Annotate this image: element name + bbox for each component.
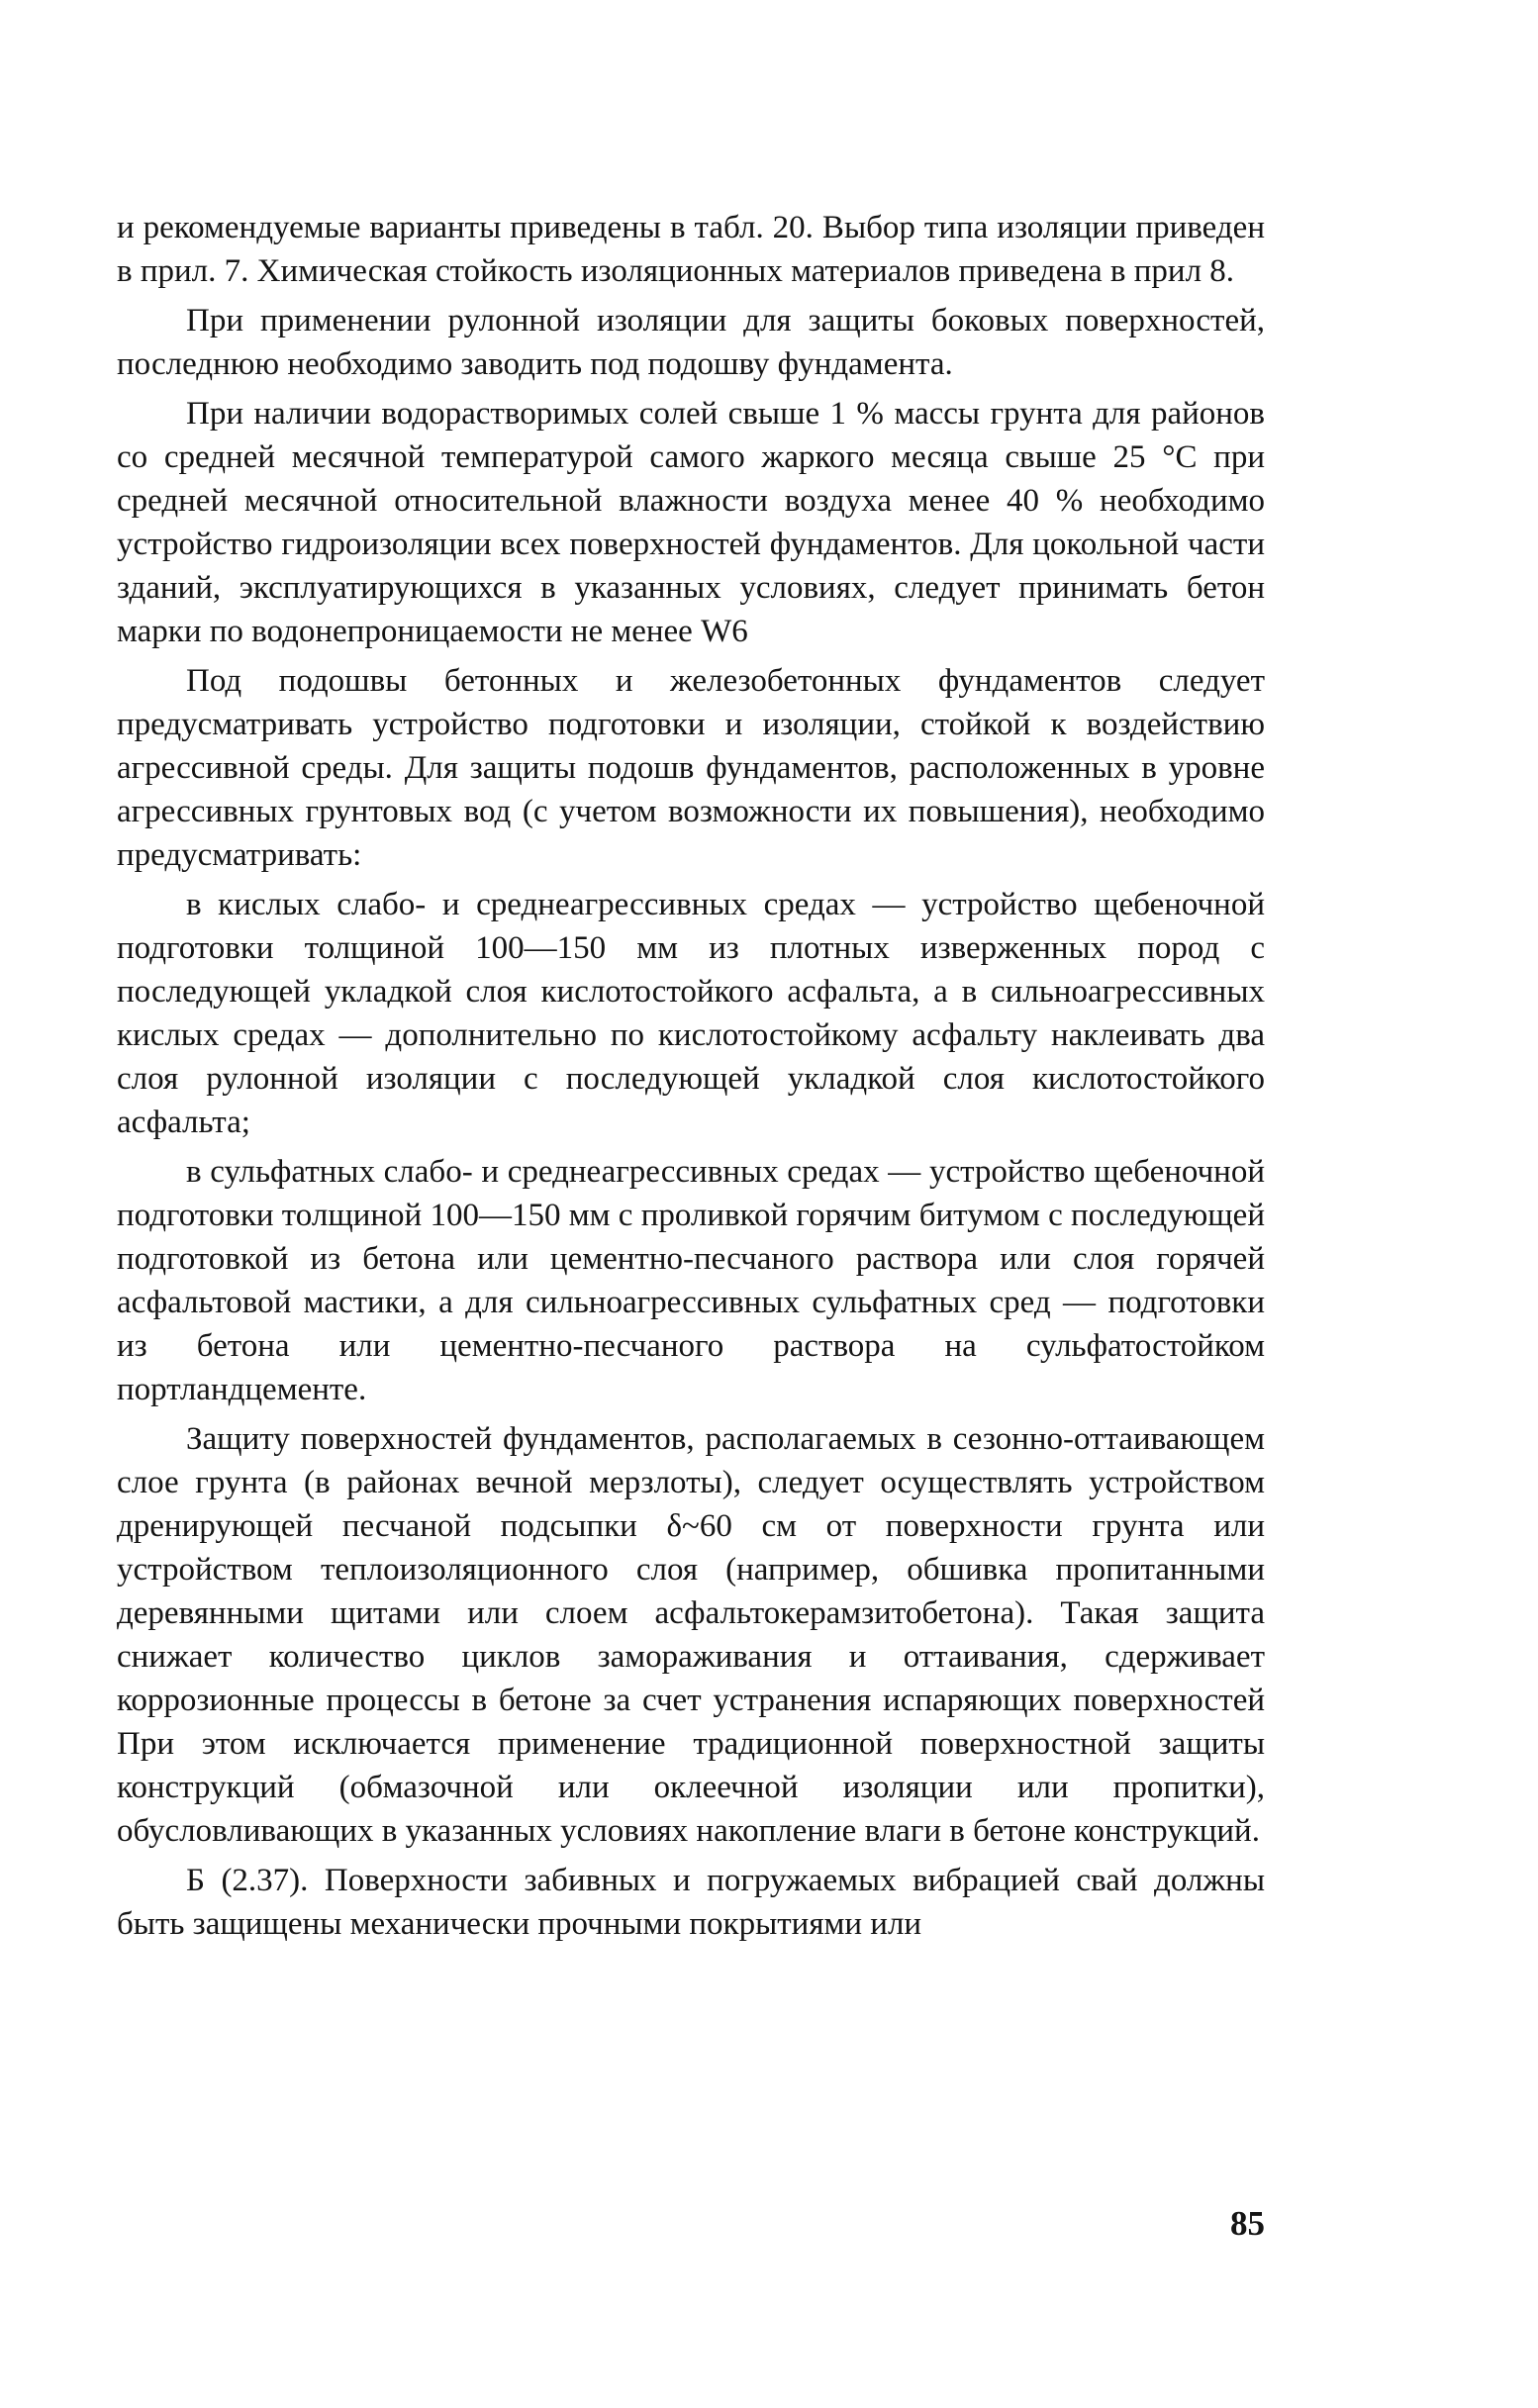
page-number: 85	[1230, 2204, 1265, 2243]
paragraph-3: При наличии водорастворимых солей свыше 1 % массы грунта для районов со средней месячной температурой самого жаркого месяца свыше 25 °С при средней месячной относительной влажности воздуха менее 40 % необходимо устройство гидроизоляции всех поверхностей фундаментов. Для цокольной части зданий, эксплуатирующихся в указанных условиях, следует принимать бетон марки по водонепроницаемости не менее W6	[117, 396, 1265, 649]
paragraph-8: Б (2.37). Поверхности забивных и погружаемых вибрацией свай должны быть защищены механически прочными покрытиями или	[117, 1863, 1265, 1942]
paragraph-6-list-item: в сульфатных слабо- и среднеагрессивных средах — устройство щебеночной подготовки толщиной 100—150 мм с проливкой горячим битумом с последующей подготовкой из бетона или цементно-песчаного раствора или слоя горячей асфальтовой мастики, а для сильноагрессивных сульфатных сред — подготовки из бетона или цементно-песчаного раствора на сульфатостойком портландцементе.	[117, 1154, 1265, 1407]
paragraph-1: и рекомендуемые варианты приведены в табл. 20. Выбор типа изоляции приведен в прил. 7. Химическая стойкость изоляционных материалов приведена в прил 8.	[117, 210, 1265, 289]
paragraph-4: Под подошвы бетонных и железобетонных фундаментов следует предусматривать устройство подготовки и изоляции, стойкой к воздействию агрессивной среды. Для защиты подошв фундаментов, расположенных в уровне агрессивных грунтовых вод (с учетом возможности их повышения), необходимо предусматривать:	[117, 663, 1265, 873]
paragraph-5-list-item: в кислых слабо- и среднеагрессивных средах — устройство щебеночной подготовки толщиной 100—150 мм из плотных изверженных пород с последующей укладкой слоя кислотостойкого асфальта, а в сильноагрессивных кислых средах — дополнительно по кислотостойкому асфальту наклеивать два слоя рулонной изоляции с последующей укладкой слоя кислотостойкого асфальта;	[117, 887, 1265, 1140]
paragraph-7: Защиту поверхностей фундаментов, располагаемых в сезонно-оттаивающем слое грунта (в районах вечной мерзлоты), следует осуществлять устройством дренирующей песчаной подсыпки δ~60 см от поверхности грунта или устройством теплоизоляционного слоя (например, обшивка пропитанными деревянными щитами или слоем асфальтокерамзитобетона). Такая защита снижает количество циклов замораживания и оттаивания, сдерживает коррозионные процессы в бетоне за счет устранения испаряющих поверхностей При этом исключается применение традиционной поверхностной защиты конструкций (обмазочной или оклеечной изоляции или пропитки), обусловливающих в указанных условиях накопление влаги в бетоне конструкций.	[117, 1421, 1265, 1849]
body-text	[117, 206, 1265, 1952]
paragraph-2: При применении рулонной изоляции для защиты боковых поверхностей, последнюю необходимо заводить под подошву фундамента.	[117, 303, 1265, 382]
